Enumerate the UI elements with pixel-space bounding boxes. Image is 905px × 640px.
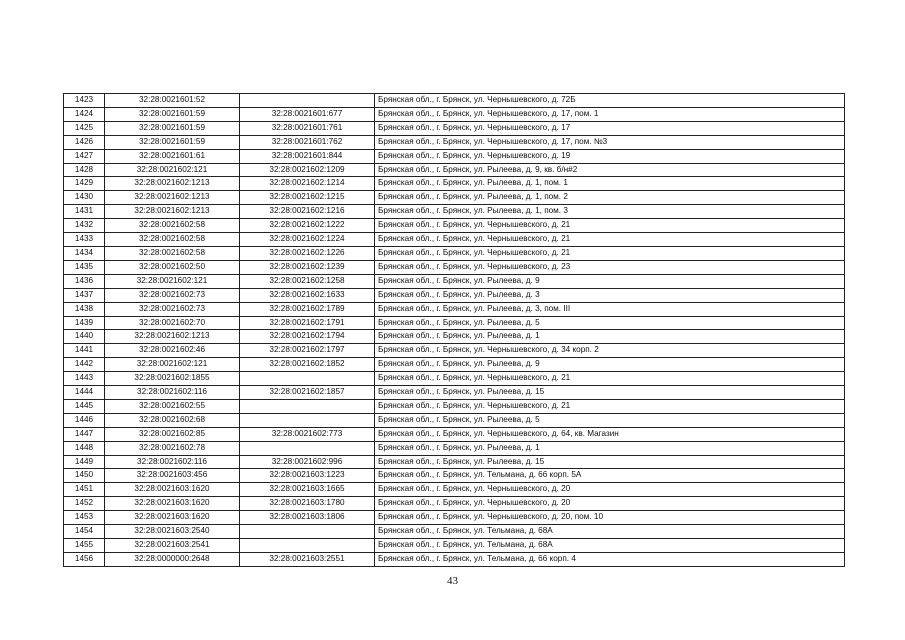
cadastral-number-cell: 32:28:0021602:1213 xyxy=(105,205,240,219)
cadastral-number-cell: 32:28:0021602:1213 xyxy=(105,330,240,344)
cadastral-number-cell: 32:28:0021602:58 xyxy=(105,219,240,233)
address-cell: Брянская обл., г. Брянск, ул. Чернышевского, д. 21 xyxy=(375,399,845,413)
address-cell: Брянская обл., г. Брянск, ул. Чернышевского, д. 20 xyxy=(375,497,845,511)
building-number-cell: 32:28:0021602:1797 xyxy=(240,344,375,358)
row-number-cell: 1445 xyxy=(64,399,105,413)
building-number-cell: 32:28:0021602:1222 xyxy=(240,219,375,233)
building-number-cell: 32:28:0021603:1780 xyxy=(240,497,375,511)
address-cell: Брянская обл., г. Брянск, ул. Тельмана, д. 68А xyxy=(375,539,845,553)
row-number-cell: 1425 xyxy=(64,121,105,135)
address-cell: Брянская обл., г. Брянск, ул. Рылеева, д. 5 xyxy=(375,316,845,330)
table-row xyxy=(64,316,845,330)
row-number-cell: 1430 xyxy=(64,191,105,205)
building-number-cell: 32:28:0021603:1223 xyxy=(240,469,375,483)
address-cell: Брянская обл., г. Брянск, ул. Рылеева, д. 9 xyxy=(375,358,845,372)
table-row xyxy=(64,413,845,427)
cadastral-number-cell: 32:28:0021602:68 xyxy=(105,413,240,427)
table-row xyxy=(64,552,845,566)
cadastral-number-cell: 32:28:0021602:1213 xyxy=(105,177,240,191)
table-row xyxy=(64,344,845,358)
cadastral-number-cell: 32:28:0021602:58 xyxy=(105,233,240,247)
address-cell: Брянская обл., г. Брянск, ул. Чернышевского, д. 23 xyxy=(375,260,845,274)
building-number-cell: 32:28:0021602:1216 xyxy=(240,205,375,219)
row-number-cell: 1437 xyxy=(64,288,105,302)
row-number-cell: 1434 xyxy=(64,246,105,260)
row-number-cell: 1427 xyxy=(64,149,105,163)
table-body xyxy=(64,94,845,567)
table-row xyxy=(64,469,845,483)
table-row xyxy=(64,358,845,372)
address-cell: Брянская обл., г. Брянск, ул. Чернышевского, д. 17, пом. 1 xyxy=(375,107,845,121)
row-number-cell: 1440 xyxy=(64,330,105,344)
building-number-cell: 32:28:0021602:996 xyxy=(240,455,375,469)
address-cell: Брянская обл., г. Брянск, ул. Рылеева, д. 1, пом. 1 xyxy=(375,177,845,191)
cadastral-number-cell: 32:28:0021603:1620 xyxy=(105,497,240,511)
building-number-cell: 32:28:0021602:773 xyxy=(240,427,375,441)
row-number-cell: 1433 xyxy=(64,233,105,247)
building-number-cell xyxy=(240,525,375,539)
address-cell: Брянская обл., г. Брянск, ул. Чернышевского, д. 72Б xyxy=(375,94,845,108)
building-number-cell: 32:28:0021602:1794 xyxy=(240,330,375,344)
row-number-cell: 1455 xyxy=(64,539,105,553)
cadastral-number-cell: 32:28:0021602:121 xyxy=(105,274,240,288)
table-row xyxy=(64,94,845,108)
row-number-cell: 1431 xyxy=(64,205,105,219)
cadastral-number-cell: 32:28:0021602:1855 xyxy=(105,372,240,386)
building-number-cell: 32:28:0021601:761 xyxy=(240,121,375,135)
address-cell: Брянская обл., г. Брянск, ул. Чернышевского, д. 20 xyxy=(375,483,845,497)
building-number-cell xyxy=(240,539,375,553)
row-number-cell: 1446 xyxy=(64,413,105,427)
table-row xyxy=(64,233,845,247)
building-number-cell xyxy=(240,413,375,427)
cadastral-number-cell: 32:28:0021602:85 xyxy=(105,427,240,441)
building-number-cell: 32:28:0021602:1239 xyxy=(240,260,375,274)
row-number-cell: 1423 xyxy=(64,94,105,108)
address-cell: Брянская обл., г. Брянск, ул. Рылеева, д. 9, кв. б/н#2 xyxy=(375,163,845,177)
building-number-cell: 32:28:0021603:2551 xyxy=(240,552,375,566)
row-number-cell: 1449 xyxy=(64,455,105,469)
address-cell: Брянская обл., г. Брянск, ул. Чернышевского, д. 64, кв. Магазин xyxy=(375,427,845,441)
table-row xyxy=(64,205,845,219)
cadastral-number-cell: 32:28:0021603:2540 xyxy=(105,525,240,539)
cadastral-number-cell: 32:28:0021602:46 xyxy=(105,344,240,358)
cadastral-number-cell: 32:28:0021603:1620 xyxy=(105,483,240,497)
address-cell: Брянская обл., г. Брянск, ул. Рылеева, д. 1, пом. 3 xyxy=(375,205,845,219)
address-cell: Брянская обл., г. Брянск, ул. Чернышевского, д. 21 xyxy=(375,246,845,260)
table-row xyxy=(64,483,845,497)
building-number-cell xyxy=(240,94,375,108)
row-number-cell: 1443 xyxy=(64,372,105,386)
table-row xyxy=(64,191,845,205)
table-row xyxy=(64,386,845,400)
building-number-cell xyxy=(240,399,375,413)
address-cell: Брянская обл., г. Брянск, ул. Чернышевского, д. 19 xyxy=(375,149,845,163)
address-cell: Брянская обл., г. Брянск, ул. Рылеева, д. 1, пом. 2 xyxy=(375,191,845,205)
table-row xyxy=(64,441,845,455)
building-number-cell: 32:28:0021602:1633 xyxy=(240,288,375,302)
cadastral-number-cell: 32:28:0021601:61 xyxy=(105,149,240,163)
cadastral-number-cell: 32:28:0021601:52 xyxy=(105,94,240,108)
cadastral-number-cell: 32:28:0021601:59 xyxy=(105,121,240,135)
cadastral-number-cell: 32:28:0000000:2648 xyxy=(105,552,240,566)
table-row xyxy=(64,149,845,163)
building-number-cell: 32:28:0021601:762 xyxy=(240,135,375,149)
cadastral-number-cell: 32:28:0021602:58 xyxy=(105,246,240,260)
address-cell: Брянская обл., г. Брянск, ул. Рылеева, д. 3 xyxy=(375,288,845,302)
building-number-cell: 32:28:0021602:1215 xyxy=(240,191,375,205)
address-cell: Брянская обл., г. Брянск, ул. Рылеева, д. 15 xyxy=(375,386,845,400)
table-row xyxy=(64,302,845,316)
cadastral-number-cell: 32:28:0021602:73 xyxy=(105,288,240,302)
building-number-cell: 32:28:0021602:1224 xyxy=(240,233,375,247)
address-cell: Брянская обл., г. Брянск, ул. Рылеева, д. 9 xyxy=(375,274,845,288)
table-row xyxy=(64,260,845,274)
building-number-cell: 32:28:0021603:1806 xyxy=(240,511,375,525)
building-number-cell xyxy=(240,372,375,386)
building-number-cell: 32:28:0021602:1857 xyxy=(240,386,375,400)
building-number-cell: 32:28:0021602:1214 xyxy=(240,177,375,191)
cadastral-number-cell: 32:28:0021602:116 xyxy=(105,386,240,400)
building-number-cell: 32:28:0021602:1789 xyxy=(240,302,375,316)
cadastral-number-cell: 32:28:0021601:59 xyxy=(105,107,240,121)
row-number-cell: 1436 xyxy=(64,274,105,288)
row-number-cell: 1447 xyxy=(64,427,105,441)
table-row xyxy=(64,135,845,149)
table-row xyxy=(64,539,845,553)
building-number-cell: 32:28:0021601:844 xyxy=(240,149,375,163)
row-number-cell: 1441 xyxy=(64,344,105,358)
row-number-cell: 1450 xyxy=(64,469,105,483)
row-number-cell: 1456 xyxy=(64,552,105,566)
row-number-cell: 1452 xyxy=(64,497,105,511)
cadastral-number-cell: 32:28:0021602:1213 xyxy=(105,191,240,205)
address-cell: Брянская обл., г. Брянск, ул. Тельмана, д. 66 корп. 4 xyxy=(375,552,845,566)
table-row xyxy=(64,497,845,511)
building-number-cell: 32:28:0021603:1665 xyxy=(240,483,375,497)
address-cell: Брянская обл., г. Брянск, ул. Рылеева, д. 1 xyxy=(375,441,845,455)
building-number-cell: 32:28:0021602:1258 xyxy=(240,274,375,288)
table-row xyxy=(64,372,845,386)
page-number: 43 xyxy=(447,575,458,587)
cadastral-number-cell: 32:28:0021603:2541 xyxy=(105,539,240,553)
cadastral-number-cell: 32:28:0021603:456 xyxy=(105,469,240,483)
table-row xyxy=(64,288,845,302)
table-row xyxy=(64,399,845,413)
row-number-cell: 1453 xyxy=(64,511,105,525)
building-number-cell xyxy=(240,441,375,455)
table-row xyxy=(64,177,845,191)
table-row xyxy=(64,219,845,233)
row-number-cell: 1432 xyxy=(64,219,105,233)
cadastral-number-cell: 32:28:0021602:73 xyxy=(105,302,240,316)
cadastral-number-cell: 32:28:0021602:116 xyxy=(105,455,240,469)
row-number-cell: 1439 xyxy=(64,316,105,330)
cadastral-number-cell: 32:28:0021602:121 xyxy=(105,163,240,177)
address-cell: Брянская обл., г. Брянск, ул. Чернышевского, д. 17, пом. №3 xyxy=(375,135,845,149)
building-number-cell: 32:28:0021602:1852 xyxy=(240,358,375,372)
table-row xyxy=(64,455,845,469)
row-number-cell: 1429 xyxy=(64,177,105,191)
address-cell: Брянская обл., г. Брянск, ул. Тельмана, д. 68А xyxy=(375,525,845,539)
row-number-cell: 1426 xyxy=(64,135,105,149)
building-number-cell: 32:28:0021601:677 xyxy=(240,107,375,121)
row-number-cell: 1454 xyxy=(64,525,105,539)
address-cell: Брянская обл., г. Брянск, ул. Рылеева, д. 5 xyxy=(375,413,845,427)
address-cell: Брянская обл., г. Брянск, ул. Рылеева, д. 3, пом. III xyxy=(375,302,845,316)
cadastral-number-cell: 32:28:0021602:70 xyxy=(105,316,240,330)
table-row xyxy=(64,121,845,135)
row-number-cell: 1428 xyxy=(64,163,105,177)
table-row xyxy=(64,163,845,177)
address-cell: Брянская обл., г. Брянск, ул. Рылеева, д. 15 xyxy=(375,455,845,469)
address-cell: Брянская обл., г. Брянск, ул. Чернышевского, д. 20, пом. 10 xyxy=(375,511,845,525)
row-number-cell: 1444 xyxy=(64,386,105,400)
table-row xyxy=(64,274,845,288)
cadastral-number-cell: 32:28:0021602:121 xyxy=(105,358,240,372)
address-cell: Брянская обл., г. Брянск, ул. Чернышевского, д. 21 xyxy=(375,372,845,386)
table-row xyxy=(64,246,845,260)
cadastral-number-cell: 32:28:0021602:55 xyxy=(105,399,240,413)
address-cell: Брянская обл., г. Брянск, ул. Чернышевского, д. 21 xyxy=(375,233,845,247)
address-cell: Брянская обл., г. Брянск, ул. Тельмана, д. 66 корп. 5А xyxy=(375,469,845,483)
row-number-cell: 1435 xyxy=(64,260,105,274)
table-row xyxy=(64,525,845,539)
property-registry-table xyxy=(63,93,845,567)
building-number-cell: 32:28:0021602:1209 xyxy=(240,163,375,177)
cadastral-number-cell: 32:28:0021601:59 xyxy=(105,135,240,149)
table-row xyxy=(64,427,845,441)
address-cell: Брянская обл., г. Брянск, ул. Рылеева, д. 1 xyxy=(375,330,845,344)
building-number-cell: 32:28:0021602:1226 xyxy=(240,246,375,260)
row-number-cell: 1438 xyxy=(64,302,105,316)
cadastral-number-cell: 32:28:0021602:78 xyxy=(105,441,240,455)
row-number-cell: 1448 xyxy=(64,441,105,455)
table-row xyxy=(64,107,845,121)
cadastral-number-cell: 32:28:0021602:50 xyxy=(105,260,240,274)
address-cell: Брянская обл., г. Брянск, ул. Чернышевского, д. 34 корп. 2 xyxy=(375,344,845,358)
cadastral-number-cell: 32:28:0021603:1620 xyxy=(105,511,240,525)
address-cell: Брянская обл., г. Брянск, ул. Чернышевского, д. 17 xyxy=(375,121,845,135)
address-cell: Брянская обл., г. Брянск, ул. Чернышевского, д. 21 xyxy=(375,219,845,233)
row-number-cell: 1424 xyxy=(64,107,105,121)
table-row xyxy=(64,511,845,525)
row-number-cell: 1442 xyxy=(64,358,105,372)
building-number-cell: 32:28:0021602:1791 xyxy=(240,316,375,330)
table-row xyxy=(64,330,845,344)
row-number-cell: 1451 xyxy=(64,483,105,497)
